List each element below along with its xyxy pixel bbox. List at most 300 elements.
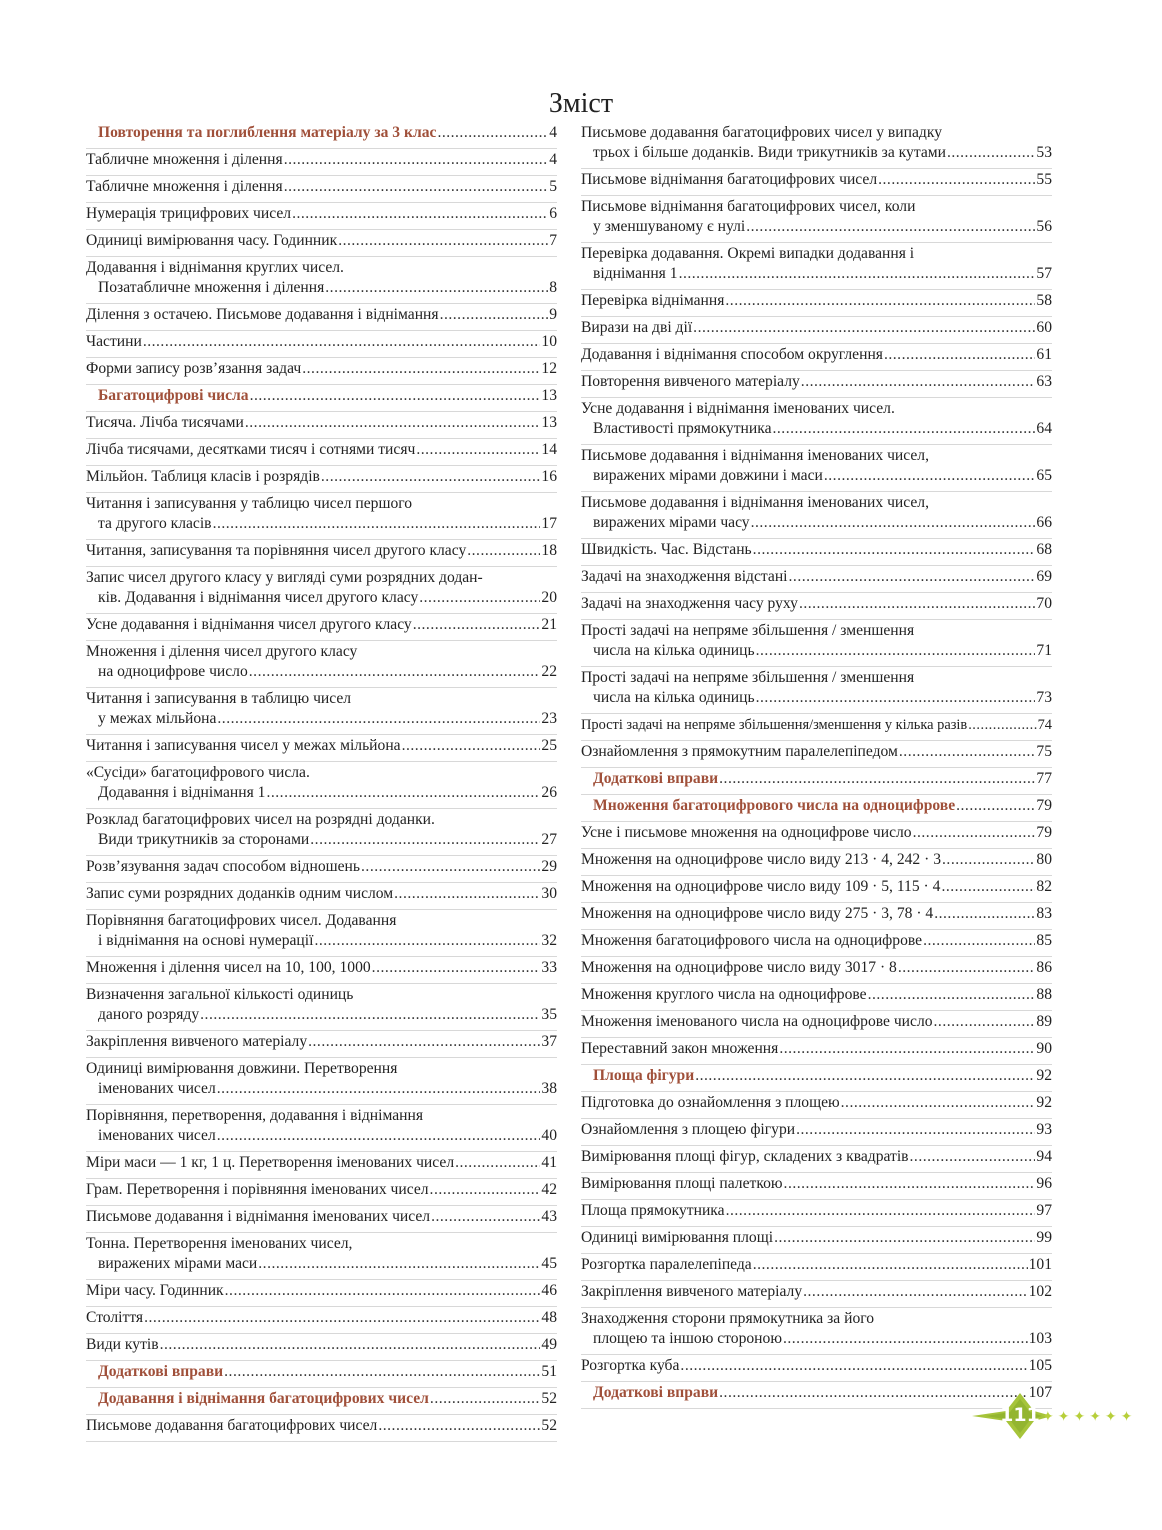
toc-page-number: 90 xyxy=(1036,1040,1052,1057)
toc-page-number: 41 xyxy=(541,1154,557,1171)
dot-leader xyxy=(796,1120,1035,1140)
toc-page-number: 29 xyxy=(541,858,557,875)
toc-entry-text: Додавання і віднімання багатоцифрових чисел xyxy=(98,1390,429,1407)
toc-entry xyxy=(581,1356,1052,1382)
dot-leader xyxy=(779,1039,1035,1059)
toc-entry xyxy=(581,372,1052,398)
dot-leader xyxy=(824,466,1036,486)
toc-entry-text: Закріплення вивченого матеріалу xyxy=(581,1283,803,1300)
toc-entry xyxy=(581,1174,1052,1200)
dot-leader xyxy=(719,769,1035,789)
toc-entry xyxy=(86,857,557,883)
toc-page-number: 16 xyxy=(541,468,557,485)
toc-page-number: 30 xyxy=(541,885,557,902)
toc-page-number: 85 xyxy=(1036,932,1052,949)
toc-page-number: 40 xyxy=(541,1127,557,1144)
toc-entry-text: Множення і ділення чисел на 10, 100, 1000 xyxy=(86,959,371,976)
dot-leader xyxy=(913,823,1036,843)
toc-page-number: 57 xyxy=(1036,265,1052,282)
toc-entry xyxy=(581,668,1052,714)
toc-entry-text: Визначення загальної кількості одиниць xyxy=(86,986,354,1003)
dot-leader xyxy=(774,1228,1035,1248)
toc-entry xyxy=(581,1147,1052,1173)
toc-entry xyxy=(86,1106,557,1152)
toc-entry xyxy=(86,359,557,385)
toc-entry xyxy=(581,931,1052,957)
toc-entry-text: Прості задачі на непряме збільшення/зменшення у кілька разів xyxy=(581,717,968,733)
toc-page-number: 20 xyxy=(541,589,557,606)
toc-section-heading xyxy=(581,769,1052,795)
dot-leader xyxy=(884,345,1035,365)
dot-leader xyxy=(680,1356,1027,1376)
toc-entry-text: Додаткові вправи xyxy=(593,770,719,787)
toc-page-number: 64 xyxy=(1036,420,1052,437)
toc-entry xyxy=(86,810,557,856)
toc-page-number: 96 xyxy=(1036,1175,1052,1192)
toc-page-number: 92 xyxy=(1036,1067,1052,1084)
dot-leader xyxy=(321,467,541,487)
toc-section-heading xyxy=(86,1362,557,1388)
toc-entry xyxy=(581,742,1052,768)
page-number-badge xyxy=(972,1391,1162,1441)
toc-page-number: 8 xyxy=(549,279,557,296)
toc-page-number: 92 xyxy=(1036,1094,1052,1111)
dot-leader xyxy=(803,1282,1027,1302)
dot-leader xyxy=(753,540,1036,560)
toc-entry-text: Повторення та поглиблення матеріалу за 3 клас xyxy=(98,124,437,141)
toc-entry-text: Форми запису розв’язання задач xyxy=(86,360,302,377)
toc-entry xyxy=(581,823,1052,849)
toc-page-number: 105 xyxy=(1028,1357,1052,1374)
dot-leader xyxy=(910,1147,1036,1167)
toc-entry-text: Читання і записування в таблицю чисел xyxy=(86,690,352,707)
toc-entry-text: Одиниці вимірювання часу. Годинник xyxy=(86,232,338,249)
toc-entry xyxy=(86,494,557,540)
toc-entry-text: Усне додавання і віднімання іменованих чисел. xyxy=(581,400,895,417)
toc-entry-text: Додавання і віднімання способом округлення xyxy=(581,346,883,363)
toc-entry-text: Площа прямокутника xyxy=(581,1202,725,1219)
toc-entry-text: Міри маси — 1 кг, 1 ц. Перетворення іменованих чисел xyxy=(86,1154,455,1171)
toc-entry-text: Задачі на знаходження відстані xyxy=(581,568,788,585)
toc-entry-text: Розгортка паралелепіпеда xyxy=(581,1256,752,1273)
toc-entry-text: Ділення з остачею. Письмове додавання і віднімання xyxy=(86,306,439,323)
dot-leader xyxy=(783,1329,1028,1349)
toc-entry-text: трьох і більше доданків. Види трикутників за кутами xyxy=(593,144,946,161)
dot-leader xyxy=(784,1174,1036,1194)
toc-page-number: 93 xyxy=(1036,1121,1052,1138)
toc-page-number: 63 xyxy=(1036,373,1052,390)
toc-entry xyxy=(581,985,1052,1011)
dot-leader xyxy=(753,1255,1028,1275)
dot-leader xyxy=(402,736,541,756)
toc-entry-text: числа на кілька одиниць xyxy=(593,689,755,706)
toc-page-number: 80 xyxy=(1036,851,1052,868)
toc-right-column xyxy=(581,123,1052,1410)
toc-entry-text: Грам. Перетворення і порівняння іменованих чисел xyxy=(86,1181,429,1198)
toc-entry xyxy=(86,541,557,567)
dot-leader xyxy=(160,1335,541,1355)
toc-entry xyxy=(86,642,557,688)
toc-page-number: 58 xyxy=(1036,292,1052,309)
toc-page-number: 107 xyxy=(1028,1384,1052,1401)
dot-leader xyxy=(224,1362,540,1382)
toc-page-number: 68 xyxy=(1036,541,1052,558)
toc-entry xyxy=(581,1093,1052,1119)
toc-entry-text: Письмове віднімання багатоцифрових чисел xyxy=(581,171,878,188)
toc-entry-text: Додаткові вправи xyxy=(98,1363,224,1380)
toc-entry-text: Письмове додавання і віднімання іменованих чисел, xyxy=(581,447,929,464)
dot-leader xyxy=(419,588,540,608)
toc-entry xyxy=(581,715,1052,741)
toc-entry xyxy=(86,204,557,230)
toc-page-number: 4 xyxy=(549,151,557,168)
dot-leader xyxy=(245,413,541,433)
dot-leader xyxy=(799,594,1035,614)
dot-leader xyxy=(693,318,1035,338)
toc-entry xyxy=(581,1309,1052,1355)
toc-entry xyxy=(581,1228,1052,1254)
toc-entry-text: Множення на одноцифрове число виду 275 · 3, 78 · 4 xyxy=(581,905,934,922)
toc-page-number: 97 xyxy=(1036,1202,1052,1219)
toc-page-number: 89 xyxy=(1036,1013,1052,1030)
dot-leader xyxy=(455,1153,540,1173)
dot-leader xyxy=(292,204,548,224)
toc-page-number: 60 xyxy=(1036,319,1052,336)
toc-entry-text: іменованих чисел xyxy=(98,1127,216,1144)
dot-leader xyxy=(225,1281,541,1301)
toc-entry-text: Підготовка до ознайомлення з площею xyxy=(581,1094,840,1111)
toc-entry xyxy=(86,1032,557,1058)
toc-entry-text: Табличне множення і ділення xyxy=(86,178,283,195)
toc-entry-text: Порівняння, перетворення, додавання і віднімання xyxy=(86,1107,424,1124)
toc-page-number: 22 xyxy=(541,663,557,680)
toc-entry xyxy=(86,1059,557,1105)
toc-entry xyxy=(86,985,557,1031)
toc-page-number: 26 xyxy=(541,784,557,801)
toc-entry-text: Швидкість. Час. Відстань xyxy=(581,541,752,558)
dot-leader xyxy=(947,143,1035,163)
toc-entry xyxy=(581,345,1052,371)
toc-entry xyxy=(86,1207,557,1233)
toc-page-number: 61 xyxy=(1036,346,1052,363)
dot-leader xyxy=(941,877,1035,897)
toc-page-number: 94 xyxy=(1036,1148,1052,1165)
toc-entry-text: Задачі на знаходження часу руху xyxy=(581,595,798,612)
toc-entry-text: Мільйон. Таблиця класів і розрядів xyxy=(86,468,320,485)
toc-entry xyxy=(581,493,1052,539)
toc-entry xyxy=(86,258,557,304)
toc-page-number: 14 xyxy=(541,441,557,458)
toc-page-number: 88 xyxy=(1036,986,1052,1003)
dot-leader xyxy=(437,123,548,143)
toc-entry-text: числа на кілька одиниць xyxy=(593,642,755,659)
dot-leader xyxy=(249,662,541,682)
toc-entry-text: Письмове додавання і віднімання іменованих чисел, xyxy=(581,494,929,511)
toc-entry xyxy=(581,594,1052,620)
toc-page-number: 7 xyxy=(549,232,557,249)
toc-page-number: 33 xyxy=(541,959,557,976)
dot-leader xyxy=(250,386,541,406)
dot-leader xyxy=(217,1126,541,1146)
toc-page-number: 82 xyxy=(1036,878,1052,895)
dot-leader xyxy=(695,1066,1035,1086)
toc-entry-text: Множення круглого числа на одноцифрове xyxy=(581,986,867,1003)
toc-entry-text: Вимірювання площі палеткою xyxy=(581,1175,783,1192)
dot-leader xyxy=(878,170,1035,190)
dot-leader xyxy=(284,177,549,197)
toc-page-number: 32 xyxy=(541,932,557,949)
toc-page-number: 38 xyxy=(541,1080,557,1097)
toc-section-heading xyxy=(86,1389,557,1415)
dot-leader xyxy=(413,615,541,635)
toc-entry xyxy=(581,244,1052,290)
toc-entry-text: іменованих чисел xyxy=(98,1080,216,1097)
toc-entry xyxy=(581,567,1052,593)
toc-entry-text: Розклад багатоцифрових чисел на розрядні доданки. xyxy=(86,811,435,828)
toc-entry-text: Додаткові вправи xyxy=(593,1384,719,1401)
dot-leader xyxy=(934,904,1035,924)
toc-page-number: 65 xyxy=(1036,467,1052,484)
dot-leader xyxy=(440,305,549,325)
dot-leader xyxy=(934,1012,1036,1032)
dot-leader xyxy=(325,278,548,298)
dot-leader xyxy=(314,931,540,951)
toc-entry-text: Запис суми розрядних доданків одним числом xyxy=(86,885,394,902)
toc-entry-text: Позатабличне множення і ділення xyxy=(98,279,325,296)
toc-page-number: 25 xyxy=(541,737,557,754)
toc-entry-text: Міри часу. Годинник xyxy=(86,1282,224,1299)
dot-leader xyxy=(258,1254,540,1274)
dot-leader xyxy=(338,231,548,251)
toc-page-number: 13 xyxy=(541,414,557,431)
toc-entry-text: Перевірка віднімання xyxy=(581,292,725,309)
toc-entry-text: Додавання і віднімання 1 xyxy=(98,784,266,801)
toc-entry-text: Прості задачі на непряме збільшення / зменшення xyxy=(581,669,915,686)
dot-leader xyxy=(217,709,540,729)
toc-page-number: 56 xyxy=(1036,218,1052,235)
dot-leader xyxy=(725,291,1035,311)
dot-leader xyxy=(144,1308,540,1328)
toc-page-number: 77 xyxy=(1036,770,1052,787)
toc-entry xyxy=(581,170,1052,196)
dot-leader xyxy=(899,742,1036,762)
toc-entry-text: Письмове додавання багатоцифрових чисел xyxy=(86,1417,378,1434)
toc-entry xyxy=(86,1308,557,1334)
dot-leader xyxy=(284,150,549,170)
page-number: 111 xyxy=(1000,1404,1040,1426)
toc-entry xyxy=(86,332,557,358)
toc-entry xyxy=(581,540,1052,566)
toc-entry-text: Повторення вивченого матеріалу xyxy=(581,373,800,390)
toc-entry xyxy=(86,1335,557,1361)
dot-leader xyxy=(942,850,1035,870)
toc-entry-text: Розв’язування задач способом відношень xyxy=(86,858,361,875)
dot-leader xyxy=(213,514,541,534)
toc-page-number: 99 xyxy=(1036,1229,1052,1246)
toc-entry-text: Нумерація трицифрових чисел xyxy=(86,205,292,222)
toc-page-number: 103 xyxy=(1028,1330,1052,1347)
toc-entry-text: Тонна. Перетворення іменованих чисел, xyxy=(86,1235,353,1252)
dot-leader xyxy=(756,688,1036,708)
toc-entry xyxy=(86,958,557,984)
toc-entry-text: Частини xyxy=(86,333,142,350)
toc-page-number: 17 xyxy=(541,515,557,532)
toc-entry xyxy=(581,877,1052,903)
toc-entry xyxy=(86,689,557,735)
toc-entry xyxy=(86,736,557,762)
toc-entry-text: виражених мірами маси xyxy=(98,1255,258,1272)
dot-leader xyxy=(200,1005,540,1025)
dot-leader xyxy=(898,958,1036,978)
toc-entry xyxy=(86,231,557,257)
toc-entry-text: Багатоцифрові числа xyxy=(98,387,249,404)
dot-leader xyxy=(756,641,1036,661)
dot-leader xyxy=(302,359,540,379)
toc-page-number: 79 xyxy=(1036,824,1052,841)
toc-page-number: 75 xyxy=(1036,743,1052,760)
dot-leader xyxy=(217,1079,541,1099)
toc-page-number: 71 xyxy=(1036,642,1052,659)
toc-entry-text: Читання, записування та порівняння чисел другого класу xyxy=(86,542,467,559)
toc-entry-text: Усне додавання і віднімання чисел другого класу xyxy=(86,616,412,633)
toc-page-number: 18 xyxy=(541,542,557,559)
toc-page-number: 5 xyxy=(549,178,557,195)
dot-leader xyxy=(746,217,1035,237)
toc-entry-text: Читання і записування у таблицю чисел першого xyxy=(86,495,413,512)
toc-entry-text: Тисяча. Лічба тисячами xyxy=(86,414,244,431)
toc-entry-text: віднімання 1 xyxy=(593,265,678,282)
toc-page-number: 55 xyxy=(1036,171,1052,188)
toc-entry-text: «Сусіди» багатоцифрового числа. xyxy=(86,764,310,781)
toc-page-number: 49 xyxy=(541,1336,557,1353)
dot-leader xyxy=(923,931,1035,951)
toc-entry-text: Вимірювання площі фігур, складених з квадратів xyxy=(581,1148,909,1165)
toc-section-heading xyxy=(581,1066,1052,1092)
toc-entry-text: Множення багатоцифрового числа на одноцифрове xyxy=(581,932,923,949)
dot-leader xyxy=(143,332,541,352)
toc-page-number: 23 xyxy=(541,710,557,727)
toc-entry-text: у межах мільйона xyxy=(98,710,217,727)
toc-entry-text: Порівняння багатоцифрових чисел. Додавання xyxy=(86,912,397,929)
toc-entry xyxy=(581,1012,1052,1038)
toc-entry xyxy=(86,440,557,466)
dot-leader xyxy=(430,1180,541,1200)
toc-entry-text: на одноцифрове число xyxy=(98,663,248,680)
toc-entry-text: Закріплення вивченого матеріалу xyxy=(86,1033,308,1050)
toc-page-number: 35 xyxy=(541,1006,557,1023)
dot-leader xyxy=(430,1389,540,1409)
dot-leader xyxy=(416,440,540,460)
toc-entry xyxy=(86,413,557,439)
toc-entry-text: Ознайомлення з прямокутним паралелепіпедом xyxy=(581,743,898,760)
toc-entry-text: Множення багатоцифрового числа на одноцифрове xyxy=(593,797,956,814)
toc-entry-text: Знаходження сторони прямокутника за його xyxy=(581,1310,875,1327)
toc-entry-text: і віднімання на основі нумерації xyxy=(98,932,314,949)
toc-entry xyxy=(581,446,1052,492)
toc-page-number: 9 xyxy=(549,306,557,323)
toc-entry-text: ків. Додавання і віднімання чисел другого класу xyxy=(98,589,419,606)
toc-entry xyxy=(581,399,1052,445)
toc-section-heading xyxy=(86,123,557,149)
toc-entry-text: Переставний закон множення xyxy=(581,1040,779,1057)
toc-entry-text: Властивості прямокутника xyxy=(593,420,772,437)
toc-entry-text: Письмове додавання і віднімання іменованих чисел xyxy=(86,1208,431,1225)
toc-entry xyxy=(86,1234,557,1280)
toc-page-number: 70 xyxy=(1036,595,1052,612)
dot-leader xyxy=(801,372,1036,392)
dot-leader xyxy=(431,1207,540,1227)
dot-leader xyxy=(679,264,1036,284)
toc-entry xyxy=(86,911,557,957)
toc-entry-text: Перевірка додавання. Окремі випадки додавання і xyxy=(581,245,915,262)
toc-page-number: 46 xyxy=(541,1282,557,1299)
dot-leader xyxy=(868,985,1036,1005)
toc-entry-text: Множення на одноцифрове число виду 109 · 5, 115 · 4 xyxy=(581,878,941,895)
toc-entry xyxy=(581,197,1052,243)
toc-entry-text: Ознайомлення з площею фігури xyxy=(581,1121,796,1138)
toc-entry xyxy=(86,568,557,614)
dot-leader xyxy=(956,796,1035,816)
toc-entry-text: виражених мірами часу xyxy=(593,514,750,531)
toc-page-number: 10 xyxy=(541,333,557,350)
toc-entry xyxy=(581,621,1052,667)
dot-leader xyxy=(378,1416,540,1436)
toc-entry xyxy=(581,958,1052,984)
toc-page-number: 45 xyxy=(541,1255,557,1272)
toc-entry xyxy=(581,1120,1052,1146)
toc-entry xyxy=(581,850,1052,876)
toc-entry xyxy=(86,884,557,910)
toc-entry-text: Одиниці вимірювання довжини. Перетворення xyxy=(86,1060,398,1077)
toc-entry xyxy=(581,291,1052,317)
toc-entry-text: Читання і записування чисел у межах мільйона xyxy=(86,737,401,754)
toc-page-number: 52 xyxy=(541,1417,557,1434)
toc-page-number: 6 xyxy=(549,205,557,222)
toc-page-number: 51 xyxy=(541,1363,557,1380)
toc-page-number: 101 xyxy=(1028,1256,1052,1273)
toc-entry-text: Види кутів xyxy=(86,1336,159,1353)
toc-page-number: 83 xyxy=(1036,905,1052,922)
toc-entry-text: площею та іншою стороною xyxy=(593,1330,782,1347)
toc-entry xyxy=(581,123,1052,169)
toc-entry xyxy=(581,1255,1052,1281)
dot-leader xyxy=(310,830,540,850)
toc-left-column xyxy=(86,123,557,1443)
toc-entry-text: Площа фігури xyxy=(593,1067,695,1084)
toc-page-number: 27 xyxy=(541,831,557,848)
toc-page-number: 102 xyxy=(1028,1283,1052,1300)
page-title: Зміст xyxy=(548,88,614,119)
toc-page-number: 79 xyxy=(1036,797,1052,814)
toc-entry xyxy=(86,763,557,809)
toc-page-number: 42 xyxy=(541,1181,557,1198)
dot-leader xyxy=(266,783,540,803)
dot-leader xyxy=(841,1093,1036,1113)
toc-entry-text: Століття xyxy=(86,1309,144,1326)
toc-entry-text: Види трикутників за сторонами xyxy=(98,831,310,848)
toc-entry-text: Множення на одноцифрове число виду 213 · 4, 242 · 3 xyxy=(581,851,942,868)
toc-entry xyxy=(581,1201,1052,1227)
toc-entry-text: виражених мірами довжини і маси xyxy=(593,467,823,484)
toc-entry-text: Табличне множення і ділення xyxy=(86,151,283,168)
dot-leader xyxy=(372,958,541,978)
toc-page-number: 73 xyxy=(1036,689,1052,706)
dot-leader xyxy=(726,1201,1036,1221)
dot-leader xyxy=(789,567,1036,587)
toc-entry xyxy=(86,467,557,493)
toc-entry xyxy=(86,305,557,331)
dot-leader xyxy=(773,419,1036,439)
